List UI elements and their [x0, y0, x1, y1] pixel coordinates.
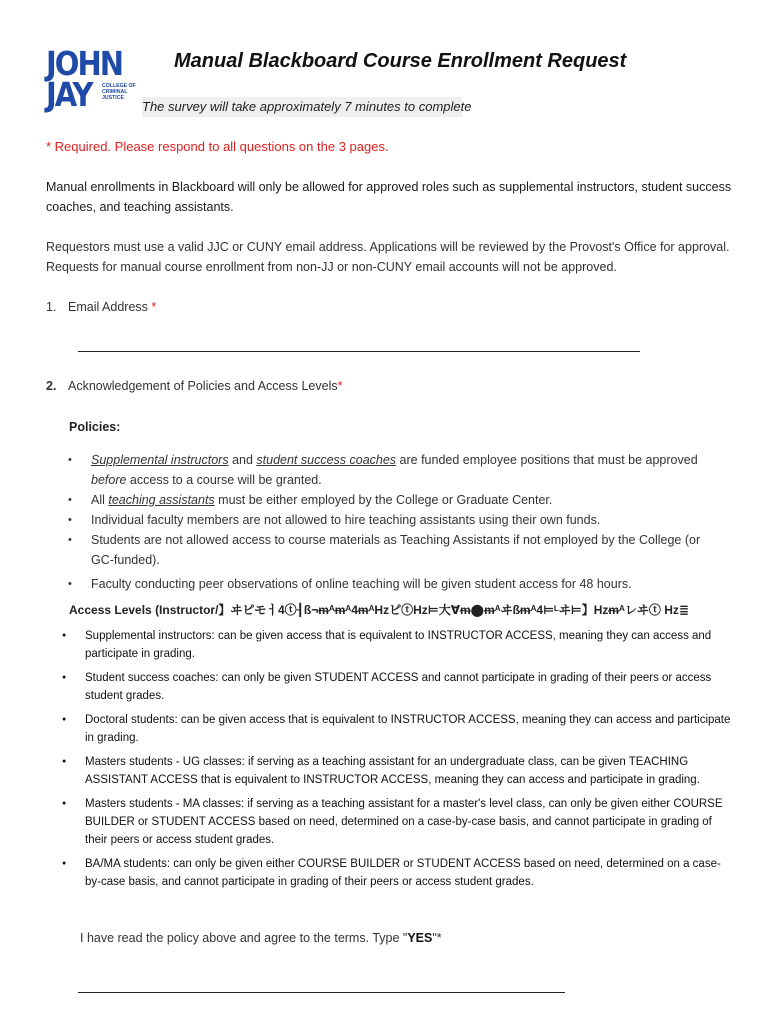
policy-item: • Faculty conducting peer observations of online teaching will be given student access for 48 hours.	[68, 574, 708, 594]
access-heading-garbled: 】ヰピモㅓ4ⓣ┨ß¬ᵯᴬᵯᴬ4ᵯᴬHzピⓣHz⊨大Ɐᵯ⬤ᵯᴬヰßᵯᴬ4⊨ᴸヰ⊨】Hzᵯᴬレヰⓣ Hz≣	[218, 603, 689, 617]
intro-paragraph-1: Manual enrollments in Blackboard will only be allowed for approved roles such as supplemental instructors, student success coaches, and teaching assistants.	[46, 180, 732, 214]
question-number: 1.	[46, 300, 57, 314]
question-label: Acknowledgement of Policies and Access Levels	[68, 379, 338, 393]
required-star: *	[337, 379, 343, 393]
policy-text: access to a course will be granted.	[126, 473, 322, 487]
john-jay-logo	[46, 44, 136, 114]
access-heading-text: Access Levels (Instructor/	[69, 603, 219, 617]
policy-text: All	[91, 493, 109, 507]
access-level-item: ● Student success coaches: can only be given STUDENT ACCESS and cannot participate in grading of their peers or access student grades.	[62, 669, 734, 705]
policy-item	[68, 450, 708, 490]
policy-text: must be either employed by the College or Graduate Center.	[214, 493, 553, 507]
supplemental-instructors-link[interactable]: Supplemental instructors	[91, 453, 229, 467]
logo-college-text: COLLEGE OF CRIMINAL JUSTICE	[102, 83, 136, 101]
access-level-item: ● BA/MA students: can only be given either COURSE BUILDER or STUDENT ACCESS based on need, determined on a case-by-case basis, and cannot participate in grading of their peers or access student grades.	[62, 855, 734, 891]
access-level-item: ● Masters students - UG classes: if serving as a teaching assistant for an undergraduate class, can be given TEACHING ASSISTANT ACCESS that is equivalent to INSTRUCTOR ACCESS, meaning they can access and participate in grading.	[62, 753, 734, 789]
required-star: *	[151, 300, 157, 314]
policy-item: • Individual faculty members are not allowed to hire teaching assistants using their own funds.	[68, 510, 708, 530]
access-levels-list	[62, 627, 734, 897]
intro-paragraph-2: Requestors must use a valid JJC or CUNY email address. Applications will be reviewed by the Provost's Office for approval. Requests for manual course enrollment from non-JJ or non-CUNY email accounts will not be approved.	[46, 240, 730, 274]
access-level-item: ● Supplemental instructors: can be given access that is equivalent to INSTRUCTOR ACCESS, meaning they can access and participate in grading.	[62, 627, 734, 663]
logo-jay: JAY	[46, 75, 92, 114]
question-email	[46, 300, 156, 314]
policy-text: and	[228, 453, 257, 467]
agree-text-end: "*	[432, 931, 442, 945]
logo-john: JOHN	[46, 44, 122, 83]
question-acknowledgement	[46, 379, 342, 393]
survey-duration-note: The survey will take approximately 7 minutes to complete	[142, 97, 462, 117]
policy-emphasis: before	[91, 473, 127, 487]
agree-text: I have read the policy above and agree to the terms. Type "	[80, 931, 408, 945]
policy-text: are funded employee positions that must be approved	[396, 453, 698, 467]
agree-answer-line[interactable]	[78, 992, 565, 993]
question-number: 2.	[46, 379, 57, 393]
policies-list	[68, 450, 708, 594]
agree-yes-keyword: YES	[407, 931, 433, 945]
page-title: Manual Blackboard Course Enrollment Request	[174, 50, 627, 72]
agree-prompt	[80, 931, 442, 945]
policy-item	[68, 490, 708, 510]
student-success-coaches-link[interactable]: student success coaches	[256, 453, 397, 467]
access-level-item: ● Masters students - MA classes: if serving as a teaching assistant for a master's level class, can only be given either COURSE BUILDER or STUDENT ACCESS based on need, determined on a case-by-case basis, and cannot participate in grading of their peers or access student grades.	[62, 795, 734, 849]
email-answer-line[interactable]	[78, 351, 640, 352]
access-level-item: ● Doctoral students: can be given access that is equivalent to INSTRUCTOR ACCESS, meaning they can access and participate in grading.	[62, 711, 734, 747]
access-levels-heading	[69, 601, 729, 618]
policy-item: • Students are not allowed access to course materials as Teaching Assistants if not employed by the College (or GC-funded).	[68, 530, 708, 570]
question-label: Email Address	[68, 300, 152, 314]
teaching-assistants-link[interactable]: teaching assistants	[108, 493, 215, 507]
required-note: * Required. Please respond to all questions on the 3 pages.	[46, 139, 389, 154]
policies-heading: Policies:	[69, 420, 121, 434]
